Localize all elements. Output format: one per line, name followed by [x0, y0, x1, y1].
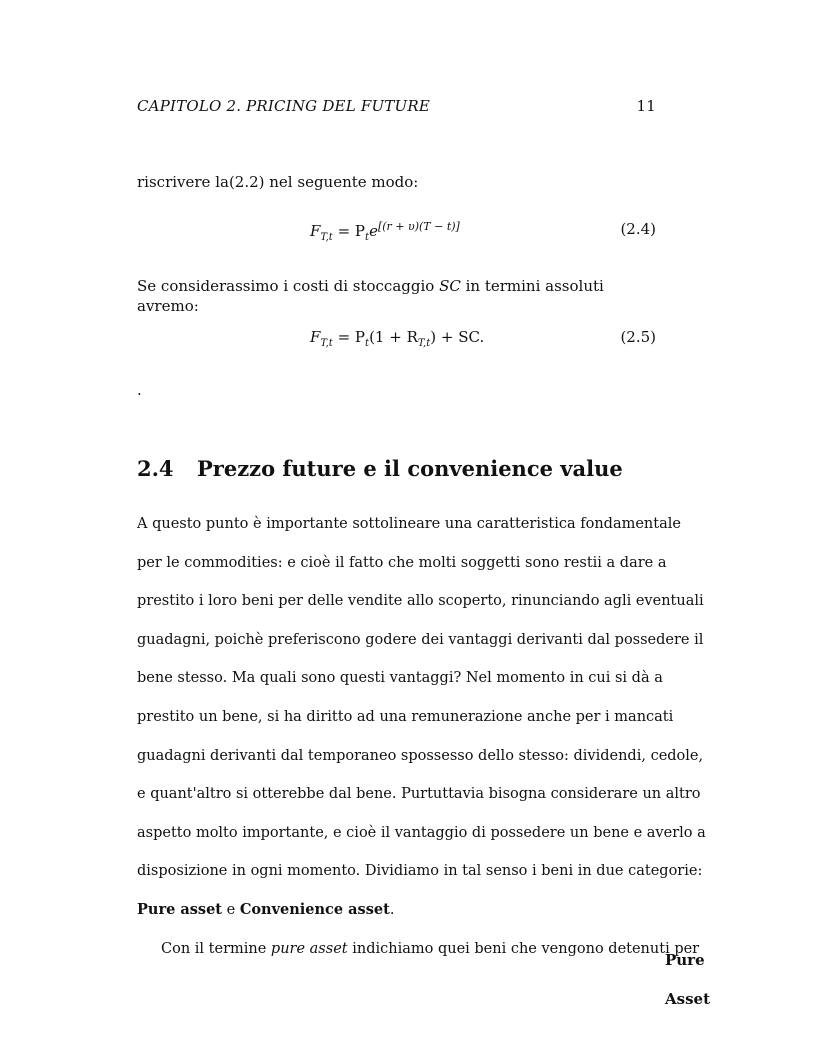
text-line: guadagni derivanti dal temporaneo spossesso dello stesso: dividendi, cedole, [137, 747, 704, 764]
text-line: per le commodities: e cioè il fatto che molti soggetti sono restii a dare a [137, 554, 667, 571]
equation-2-5 [137, 328, 656, 352]
section-heading [137, 456, 623, 481]
equation-number: (2.5) [620, 328, 656, 346]
paragraph-start-line: Con il termine pure asset indichiamo quei beni che vengono detenuti per [161, 940, 700, 957]
page-number: 11 [636, 97, 656, 115]
intro-line: riscrivere la(2.2) nel seguente modo: [137, 173, 419, 191]
equation-formula: $F_{T,t} = P_te[(r + \upsilon)(T - t)]$ [310, 220, 460, 243]
running-header [137, 97, 656, 117]
text-line: e quant'altro si otterebbe dal bene. Purtuttavia bisogna considerare un altro [137, 786, 701, 803]
text-line: prestito i loro beni per delle vendite allo scoperto, rinunciando agli eventuali [137, 593, 704, 610]
chapter-title: CAPITOLO 2. PRICING DEL FUTURE [137, 97, 430, 115]
equation-formula: $F_{T,t} = P_t(1 + R_{T,t})$ + SC. [310, 328, 485, 349]
section-number: 2.4 [137, 456, 174, 481]
equation-number: (2.4) [620, 220, 656, 238]
section-title: Prezzo future e il convenience value [197, 456, 623, 481]
equation-2-4 [137, 220, 656, 244]
body-paragraph [137, 514, 706, 977]
text-line: bene stesso. Ma quali sono questi vantaggi? Nel momento in cui si dà a [137, 670, 663, 687]
storage-cost-line: Se considerassimo i costi di stoccaggio SC in termini assoluti avremo: [137, 277, 604, 315]
text-line: prestito un bene, si ha diritto ad una remunerazione anche per i mancati [137, 708, 674, 725]
margin-note: Pure Asset [665, 951, 710, 1008]
categories-line: Pure asset e Convenience asset. [137, 900, 395, 918]
text-line: guadagni, poichè preferiscono godere dei vantaggi derivanti dal possedere il [137, 631, 704, 648]
text-line: A questo punto è importante sottolineare una caratteristica fondamentale [137, 516, 681, 532]
text-line: disposizione in ogni momento. Dividiamo in tal senso i beni in due categorie: [137, 863, 703, 880]
text-line: aspetto molto importante, e cioè il vantaggio di possedere un bene e averlo a [137, 824, 706, 841]
stray-period: . [137, 381, 142, 399]
